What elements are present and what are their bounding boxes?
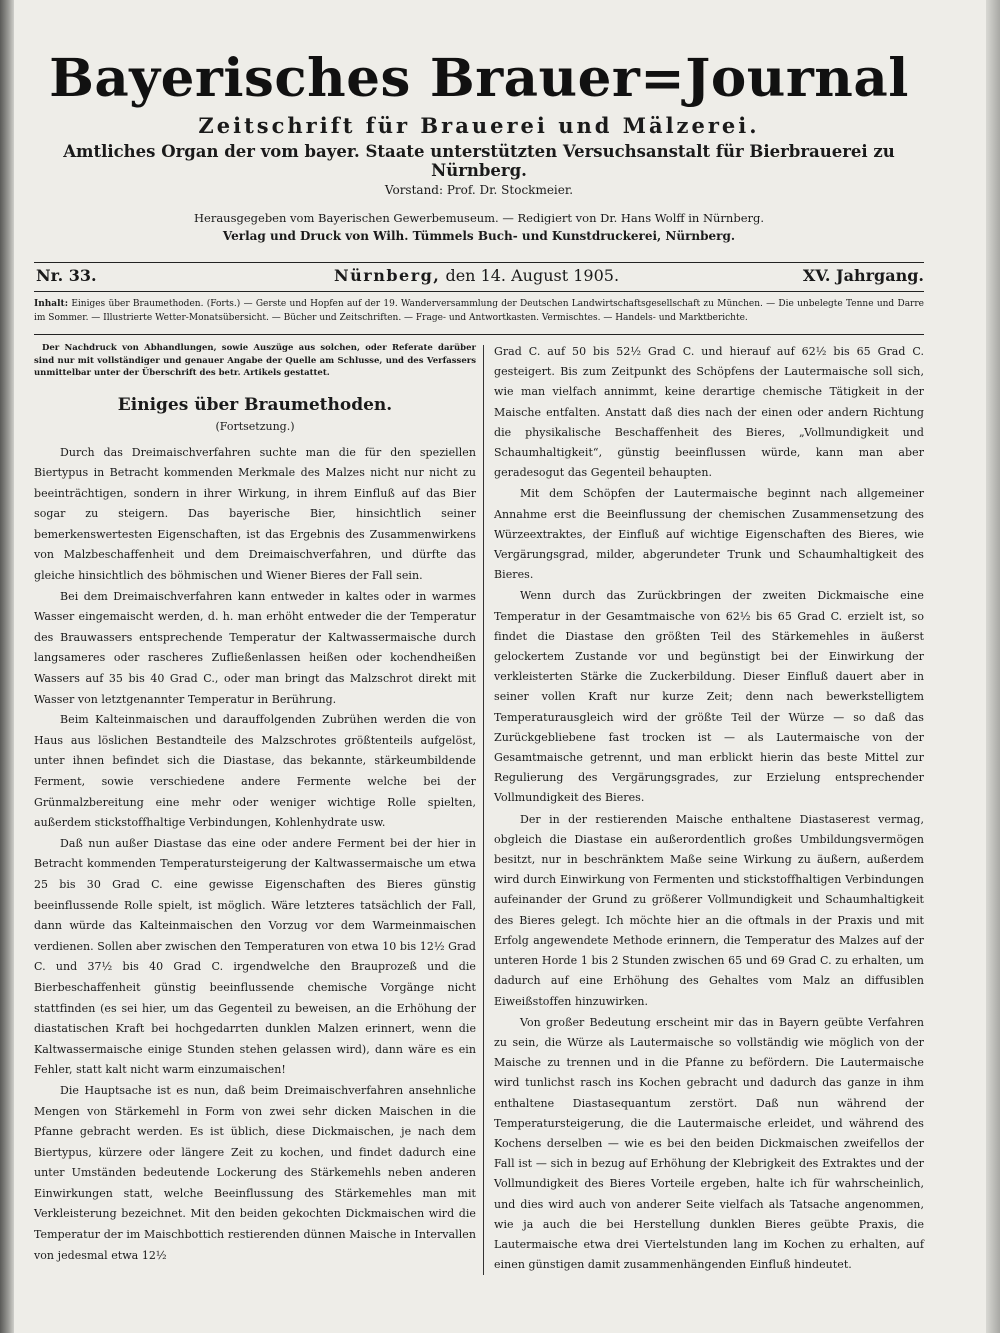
contents-rule [34,334,924,335]
article-title: Einiges über Braumethoden. [117,394,393,415]
issue-line [34,264,924,290]
newspaper-page [14,0,986,1333]
masthead-rule [34,262,924,263]
scan-right-edge [986,0,1000,1333]
article-paragraph: Von großer Bedeutung erscheint mir das in Bayern geübte Verfahren zu sein, die Würze als Lautermaische so vollständig wie möglich von der Maische zu trennen und in die Pfanne zu befördern. Die Lautermaische wird tunlichst rasch ins Kochen gebracht und dadurch das ganze in ihm enthaltene Diastasequantum zerstört. Daß nun während der Temperatursteigerung, die die Lautermaische erleidet, und während des Kochens derselben — wie es bei den beiden Dickmaischen zweifellos der Fall ist — sich in bezug auf Erhöhung der Klebrigkeit des Extraktes und der Vollmundigkeit des Bieres Vorteile ergeben, halte ich für wahrscheinlich, und dies wird auch von anderer Seite vielfach als Tatsache angenommen, wie ja auch die bei Herstellung dunklen Bieres geübte Praxis, die Lautermaische etwa drei Viertelstunden lang im Kochen zu erhalten, auf einen günstigen damit zusammenhängenden Einfluß hindeutet. [494,1015,924,1272]
right-column [494,342,924,1275]
issue-date-line [334,266,619,285]
issue-number: Nr. 33. [36,266,97,285]
article-paragraph: Beim Kalteinmaischen und darauffolgenden Zubrühen werden die von Haus aus löslichen Bestandteile des Malzschrotes größtenteils aufgelöst, unter ihnen befindet sich die Diastase, das bekannte, stärkeumbildende Ferment, sowie verschiedene andere Fermente welche bei der Grünmalzbereitung eine mehr oder weniger wichtige Rolle spielten, außerdem stickstoffhaltige Verbindungen, Kohlenhydrate usw. [34,713,476,830]
journal-title: Bayerisches Brauer=Journal [49,48,909,109]
column-divider [483,345,484,1275]
article-paragraph: Die Hauptsache ist es nun, daß beim Dreimaischverfahren ansehnliche Mengen von Stärkemehl in Form von zwei sehr dicken Maischen in die Pfanne gebracht werden. Es ist üblich, diese Dickmaischen, je nach dem Biertypus, kürzere oder längere Zeit zu kochen, und findet dadurch eine unter Umständen bedeutende Lockerung des Stärkemehls neben anderen Einwirkungen statt, welche Beeinflussung des Stärkemehles man mit Verkleisterung bezeichnet. Mit den beiden gekochten Dickmaischen wird die Temperatur der im Maischbottich restierenden dünnen Maische in Intervallen von jedesmal etwa 12½ [34,1083,476,1262]
issue-rule [34,291,924,292]
scan-left-edge [0,0,14,1333]
article-paragraph: Grad C. auf 50 bis 52½ Grad C. und hierauf auf 62½ bis 65 Grad C. gesteigert. Bis zum Zeitpunkt des Schöpfens der Lautermaische soll sich, wie man vielfach annimmt, keine derartige chemische Tätigkeit in der Maische entfalten. Anstatt daß dies nach der einen oder andern Richtung die physikalische Beschaffenheit des Bieres, „Vollmundigkeit und Schaumhaltigkeit“, günstig beeinflussen würde, kann man aber geradesogut das Gegenteil behaupten. [494,345,924,480]
print-line: Verlag und Druck von Wilh. Tümmels Buch- und Kunstdruckerei, Nürnberg. [222,228,736,243]
article-paragraph: Wenn durch das Zurückbringen der zweiten Dickmaische eine Temperatur in der Gesamtmaische von 62½ bis 65 Grad C. erzielt ist, so findet die Diastase den größten Teil des Stärkemehles in äußerst gelockertem Zustande vor und begünstigt bei der Einwirkung der verkleisterten Stärke die Zuckerbildung. Dieser Einfluß dauert aber in seiner vollen Kraft nur kurze Zeit; denn nach bewerkstelligtem Temperaturausgleich wird der größte Teil der Würze — so daß das Zurückgebliebene fast trocken ist — als Lautermaische von der Gesamtmaische getrennt, und man erblickt hierin das beste Mittel zur Regulierung des Vergärungsgrades, zur Erzielung entsprechender Vollmundigkeit des Bieres. [494,589,924,805]
issue-city: Nürnberg, [334,266,441,285]
masthead [34,48,924,243]
table-of-contents [34,297,924,325]
left-column [34,342,476,1266]
issue-volume: XV. Jahrgang. [802,266,924,285]
issue-date: den 14. August 1905. [445,266,620,285]
article-paragraph: Daß nun außer Diastase das eine oder andere Ferment bei der hier in Betracht kommenden Temperatursteigerung der Kaltwassermaische um etwa 25 bis 30 Grad C. eine gewisse Eigenschaften des Bieres günstig beeinflussende Rolle spielt, ist möglich. Wäre letzteres tatsächlich der Fall, dann würde das Kalteinmaischen den Vorzug vor dem Warmeinmaischen verdienen. Sollen aber zwischen den Temperaturen von etwa 10 bis 12½ Grad C. und 37½ bis 40 Grad C. irgendwelche den Brauprozeß und die Bierbeschaffenheit günstig beeinflussende chemische Vorgänge nicht stattfinden (es sei hier, um das Gegenteil zu beweisen, an die Erhöhung der diastatischen Kraft bei hochgedarrten dunklen Malzen erinnert, wenn die Kaltwassermaische einige Stunden stehen gelassen wird), dann wäre es ein Fehler, statt kalt nicht warm einzumaischen! [34,836,476,1077]
article-subtitle: (Fortsetzung.) [215,419,295,433]
board-line: Vorstand: Prof. Dr. Stockmeier. [384,182,574,197]
contents-label: Inhalt: [34,299,69,309]
journal-subtitle: Zeitschrift für Brauerei und Mälzerei. [198,112,760,138]
article-paragraph: Bei dem Dreimaischverfahren kann entweder in kaltes oder in warmes Wasser eingemaischt werden, d. h. man erhöht entweder die der Temperatur des Brauwassers entsprechende Temperatur der Kaltwassermaische durch langsameres oder rascheres Zufließenlassen heißen oder kochendheißen Wassers auf 35 bis 40 Grad C., oder man bringt das Malzschrot direkt mit Wasser von letztgenannter Temperatur in Berührung. [34,589,476,706]
official-organ-line: Amtliches Organ der vom bayer. Staate unterstützten Versuchsanstalt für Bierbrauerei zu Nürnberg. [63,141,895,180]
article-paragraph: Mit dem Schöpfen der Lautermaische beginnt nach allgemeiner Annahme erst die Beeinflussung der chemischen Zusammensetzung des Würzeextraktes, der Einfluß auf wichtige Eigenschaften des Bieres, wie Vergärungsgrad, milder, abgerundeter Trunk und Schaumhaltigkeit des Bieres. [494,487,924,582]
contents-text: Einiges über Braumethoden. (Forts.) — Gerste und Hopfen auf der 19. Wanderversammlung der Deutschen Landwirtschaftsgesellschaft zu München. — Die unbelegte Tenne und Darre im Sommer. — Illustrierte Wetter-Monatsübersicht. — Bücher und Zeitschriften. — Frage- und Antwortkasten. Vermischtes. — Handels- und Marktberichte. [34,299,924,323]
article-paragraph: Durch das Dreimaischverfahren suchte man die für den speziellen Biertypus in Betracht kommenden Merkmale des Malzes nicht nur nicht zu beeinträchtigen, sondern in ihrer Wirkung, in ihrem Einfluß auf das Bier sogar zu steigern. Das bayerische Bier, hinsichtlich seiner bemerkenswertesten Eigenschaften, ist das Ergebnis des Zusammenwirkens von Malzbeschaffenheit und dem Dreimaischverfahren, und dürfte das gleiche hinsichtlich des böhmischen und Wiener Bieres der Fall sein. [34,445,476,583]
reprint-notice: Der Nachdruck von Abhandlungen, sowie Auszüge aus solchen, oder Referate darüber sind nur mit vollständiger und genauer Angabe der Quelle am Schlusse, und des Verfassers unmittelbar unter der Überschrift des betr. Artikels gestattet. [34,343,476,378]
article-paragraph: Der in der restierenden Maische enthaltene Diastaserest vermag, obgleich die Diastase ein außerordentlich großes Umbildungsvermögen besitzt, nur in beschränktem Maße seine Wirkung zu äußern, außerdem wird durch Einwirkung von Fermenten und stickstoffhaltigen Verbindungen aufeinander der Grund zu größerer Vollmundigkeit und Schaumhaltigkeit des Bieres gelegt. Ich möchte hier an die oftmals in der Praxis und mit Erfolg angewendete Methode erinnern, die Temperatur des Malzes auf der unteren Horde 1 bis 2 Stunden zwischen 65 und 69 Grad C. zu erhalten, um dadurch auf eine Erhöhung des Gehaltes vom Malz an diffusiblen Eiweißstoffen hinzuwirken. [494,812,924,1008]
publisher-line: Herausgegeben vom Bayerischen Gewerbemuseum. — Redigiert von Dr. Hans Wolff in Nürnberg. [193,210,765,225]
